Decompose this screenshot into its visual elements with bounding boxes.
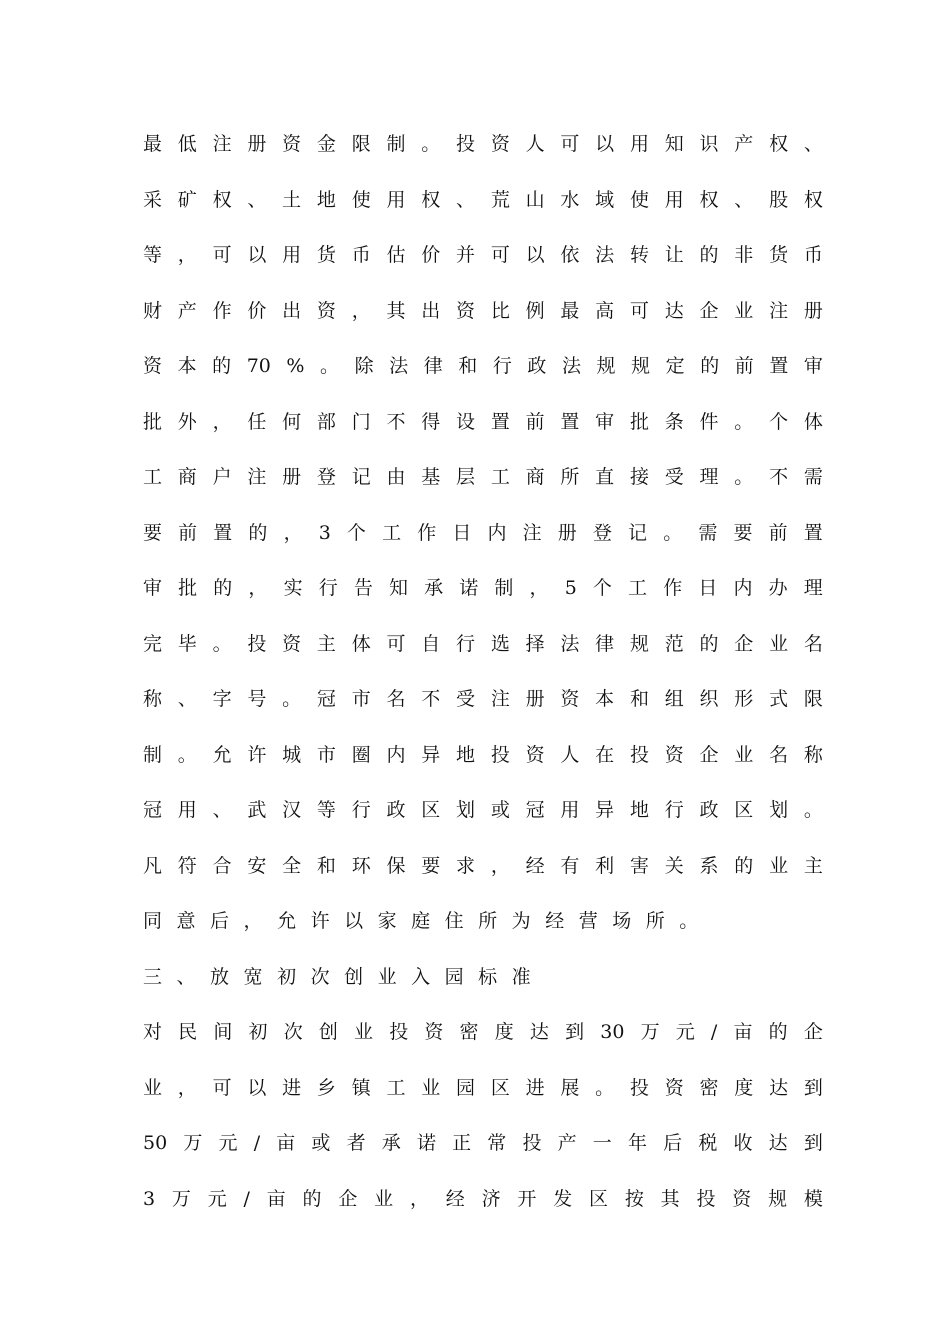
text-line: 3 万 元 / 亩 的 企 业 ， 经 济 开 发 区 按 其 投 资 规 模 — [143, 1187, 823, 1210]
text-line: 工 商 户 注 册 登 记 由 基 层 工 商 所 直 接 受 理 。 不 需 — [143, 466, 823, 488]
text-line: 凡 符 合 安 全 和 环 保 要 求 ， 经 有 利 害 关 系 的 业 主 — [143, 854, 823, 877]
text-line: 批 外 ， 任 何 部 门 不 得 设 置 前 置 审 批 条 件 。 个 体 — [143, 410, 823, 433]
text-line: 称 、 字 号 。 冠 市 名 不 受 注 册 资 本 和 组 织 形 式 限 — [143, 688, 823, 710]
text-line: 完 毕 。 投 资 主 体 可 自 行 选 择 法 律 规 范 的 企 业 名 — [143, 632, 823, 655]
text-line: 冠 用 、 武 汉 等 行 政 区 划 或 冠 用 异 地 行 政 区 划 。 — [143, 799, 823, 821]
text-line: 业 ， 可 以 进 乡 镇 工 业 园 区 进 展 。 投 资 密 度 达 到 — [143, 1076, 823, 1099]
text-line: 三 、 放 宽 初 次 创 业 入 园 标 准 — [143, 965, 531, 988]
text-line: 同 意 后 ， 允 许 以 家 庭 住 所 为 经 营 场 所 。 — [143, 910, 699, 932]
text-line: 财 产 作 价 出 资 ， 其 出 资 比 例 最 高 可 达 企 业 注 册 — [143, 299, 823, 322]
text-line: 50 万 元 / 亩 或 者 承 诺 正 常 投 产 一 年 后 税 收 达 到 — [143, 1132, 823, 1154]
text-line: 采 矿 权 、 土 地 使 用 权 、 荒 山 水 域 使 用 权 、 股 权 — [143, 188, 823, 211]
body-text — [143, 125, 823, 1235]
text-line: 对 民 间 初 次 创 业 投 资 密 度 达 到 30 万 元 / 亩 的 企 — [143, 1021, 823, 1043]
text-line: 资 本 的 70 % 。 除 法 律 和 行 政 法 规 规 定 的 前 置 审 — [143, 355, 823, 377]
text-line: 等 ， 可 以 用 货 币 估 价 并 可 以 依 法 转 让 的 非 货 币 — [143, 244, 823, 266]
text-line: 最 低 注 册 资 金 限 制 。 投 资 人 可 以 用 知 识 产 权 、 — [143, 133, 823, 155]
text-line: 制 。 允 许 城 市 圈 内 异 地 投 资 人 在 投 资 企 业 名 称 — [143, 743, 823, 766]
text-line: 审 批 的 ， 实 行 告 知 承 诺 制 ， 5 个 工 作 日 内 办 理 — [143, 577, 823, 599]
text-line: 要 前 置 的 ， 3 个 工 作 日 内 注 册 登 记 。 需 要 前 置 — [143, 521, 823, 544]
